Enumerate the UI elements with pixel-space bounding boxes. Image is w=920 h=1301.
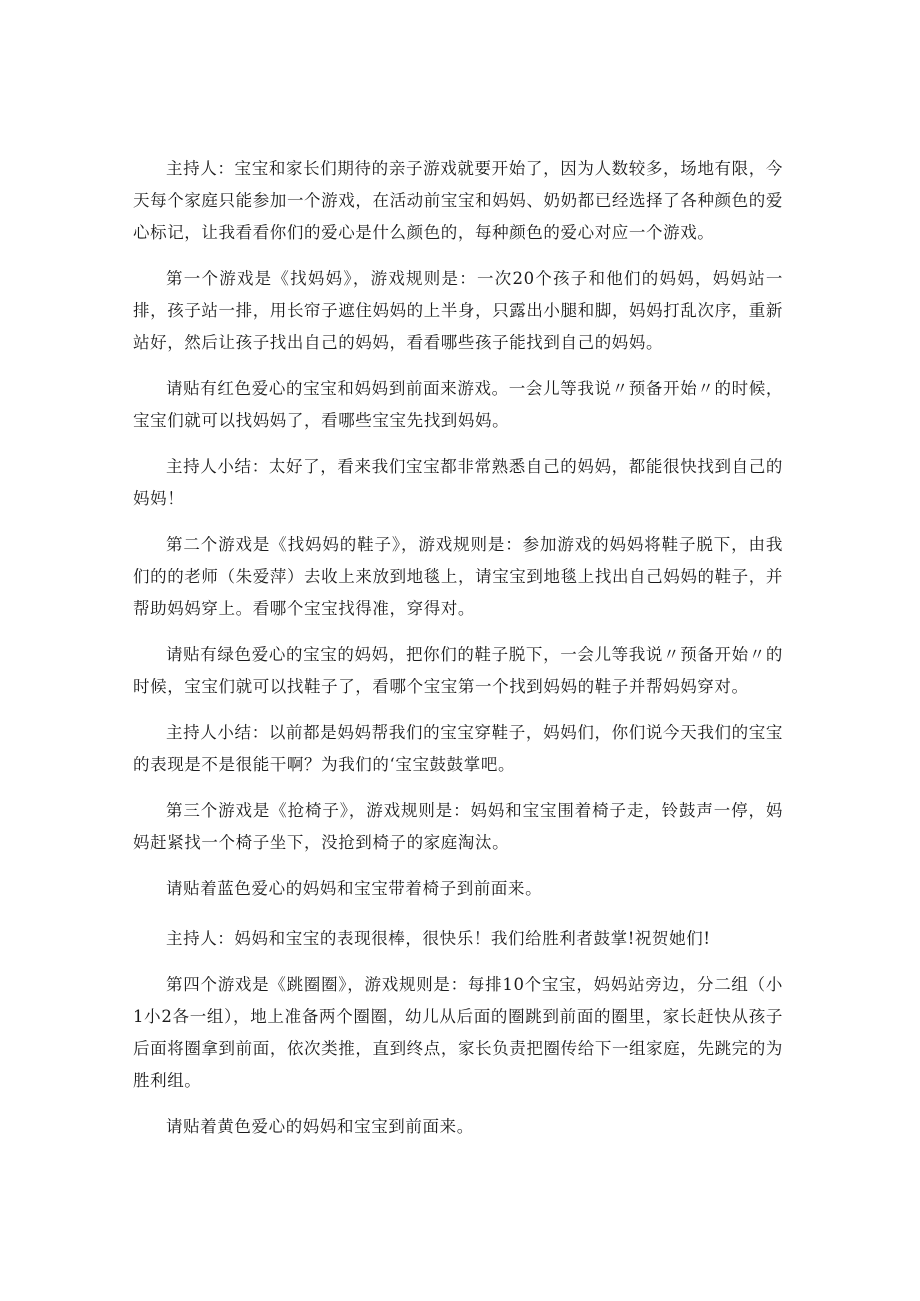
paragraph-game4-rules: 第四个游戏是《跳圈圈》，游戏规则是：每排10个宝宝，妈妈站旁边，分二组（小1小2各一组），地上准备两个圈圈，幼儿从后面的圈跳到前面的圈里，家长赶快从孩子后面将圈拿到前面，依次类推，直到终点，家长负责把圈传给下一组家庭，先跳完的为胜利组。 [133, 975, 783, 1090]
paragraph-game3-rules: 第三个游戏是《抢椅子》，游戏规则是：妈妈和宝宝围着椅子走，铃鼓声一停，妈妈赶紧找一个椅子坐下，没抢到椅子的家庭淘汰。 [133, 801, 783, 852]
paragraph-game1-call: 请贴有红色爱心的宝宝和妈妈到前面来游戏。一会儿等我说〃预备开始〃的时候，宝宝们就可以找妈妈了，看哪些宝宝先找到妈妈。 [133, 379, 783, 430]
document-body [133, 153, 783, 1157]
paragraph-game1-summary: 主持人小结：太好了，看来我们宝宝都非常熟悉自己的妈妈，都能很快找到自己的妈妈！ [133, 457, 783, 508]
paragraph-game3-call: 请贴着蓝色爱心的妈妈和宝宝带着椅子到前面来。 [166, 879, 543, 898]
paragraph-game2-call: 请贴有绿色爱心的宝宝的妈妈，把你们的鞋子脱下，一会儿等我说〃预备开始〃的时候，宝宝们就可以找鞋子了，看哪个宝宝第一个找到妈妈的鞋子并帮妈妈穿对。 [133, 645, 783, 696]
paragraph-game1-rules: 第一个游戏是《找妈妈》，游戏规则是：一次20个孩子和他们的妈妈，妈妈站一排，孩子站一排，用长帘子遮住妈妈的上半身，只露出小腿和脚，妈妈打乱次序，重新站好，然后让孩子找出自己的妈妈，看看哪些孩子能找到自己的妈妈。 [133, 269, 783, 352]
paragraph-game2-rules: 第二个游戏是《找妈妈的鞋子》，游戏规则是：参加游戏的妈妈将鞋子脱下，由我们的的老师（朱爱萍）去收上来放到地毯上，请宝宝到地毯上找出自己妈妈的鞋子，并帮助妈妈穿上。看哪个宝宝找得准，穿得对。 [133, 535, 783, 618]
paragraph-game2-summary: 主持人小结：以前都是妈妈帮我们的宝宝穿鞋子，妈妈们，你们说今天我们的宝宝的表现是不是很能干啊？为我们的‘宝宝鼓鼓掌吧。 [133, 723, 783, 774]
paragraph-host-intro: 主持人：宝宝和家长们期待的亲子游戏就要开始了，因为人数较多，场地有限，今天每个家庭只能参加一个游戏，在活动前宝宝和妈妈、奶奶都已经选择了各种颜色的爱心标记，让我看看你们的爱心是什么颜色的，每种颜色的爱心对应一个游戏。 [133, 159, 783, 242]
paragraph-game3-summary: 主持人：妈妈和宝宝的表现很棒，很快乐！我们给胜利者鼓掌!祝贺她们! [166, 929, 711, 948]
paragraph-game4-call: 请贴着黄色爱心的妈妈和宝宝到前面来。 [166, 1117, 474, 1136]
